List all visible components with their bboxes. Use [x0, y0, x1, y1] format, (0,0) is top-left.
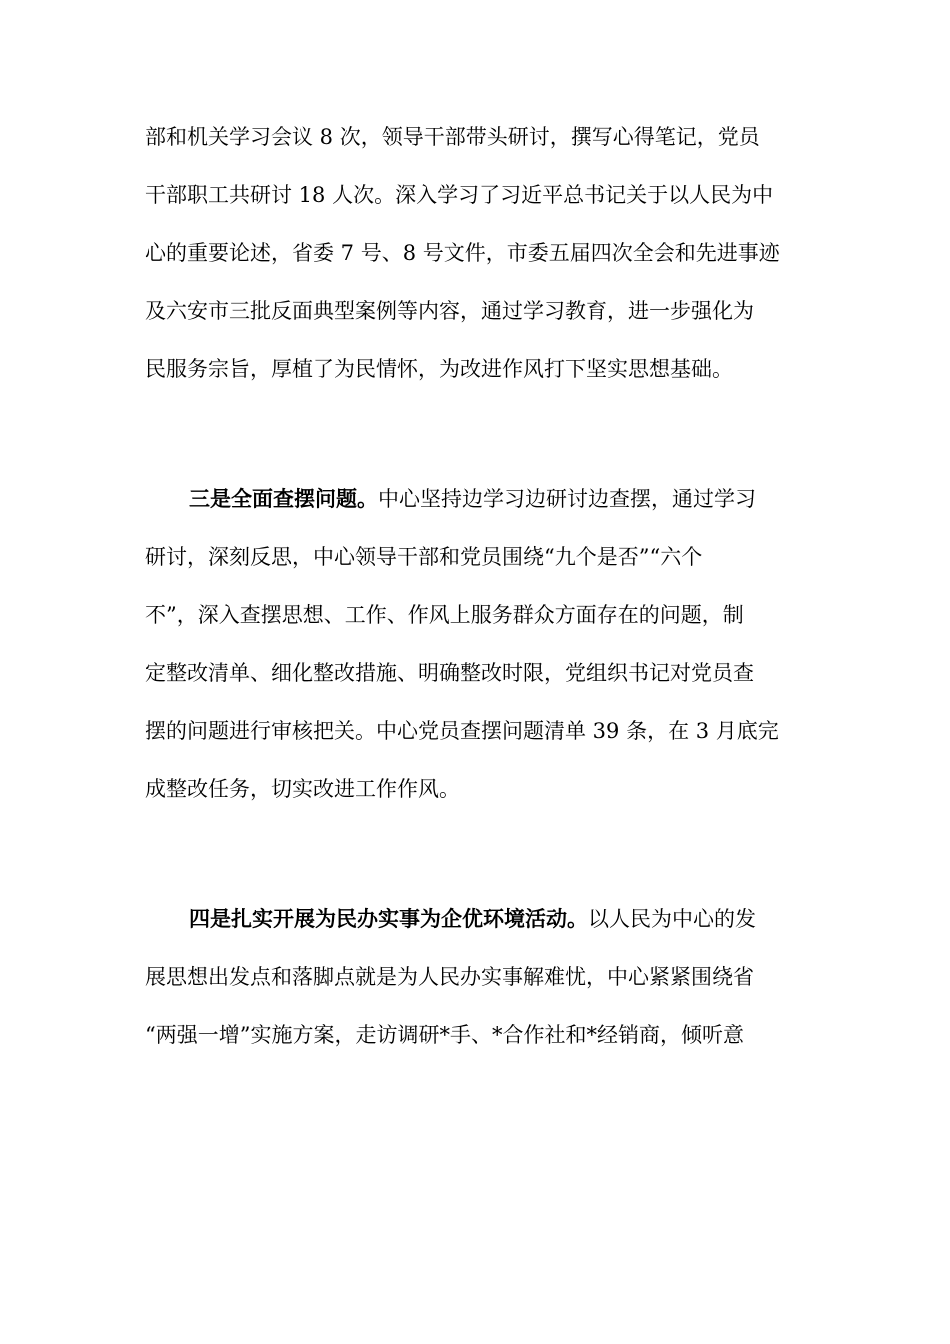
text-line: 民服务宗旨，厚植了为民情怀，为改进作风打下坚实思想基础。 — [145, 357, 733, 381]
paragraph-study-summary — [145, 124, 810, 414]
text-line: “两强一增”实施方案，走访调研*手、*合作社和*经销商，倾听意 — [145, 1023, 744, 1047]
paragraph-heading: 四是扎实开展为民办实事为企优环境活动。 — [189, 906, 588, 931]
text-line: 展思想出发点和落脚点就是为人民办实事解难忧，中心紧紧围绕省 — [145, 965, 754, 989]
paragraph-problem-review — [145, 486, 810, 834]
text-line: 摆的问题进行审核把关。中心党员查摆问题清单 39 条，在 3 月底完 — [145, 719, 779, 743]
text-line: 心的重要论述，省委 7 号、8 号文件，市委五届四次全会和先进事迹 — [145, 241, 780, 265]
text-line: 干部职工共研讨 18 人次。深入学习了习近平总书记关于以人民为中 — [145, 183, 774, 207]
text-line — [145, 906, 810, 964]
text-line: 不”，深入查摆思想、工作、作风上服务群众方面存在的问题，制 — [145, 603, 744, 627]
paragraph-text: 以人民为中心的发 — [588, 907, 756, 931]
text-line: 成整改任务，切实改进工作作风。 — [145, 777, 460, 801]
paragraph-practical-matters — [145, 906, 810, 1080]
paragraph-heading: 三是全面查摆问题。 — [189, 486, 378, 511]
text-line: 定整改清单、细化整改措施、明确整改时限，党组织书记对党员查 — [145, 661, 754, 685]
document-body — [145, 124, 810, 1080]
text-line: 研讨，深刻反思，中心领导干部和党员围绕“九个是否”“六个 — [145, 545, 703, 569]
paragraph-text: 中心坚持边学习边研讨边查摆，通过学习 — [378, 487, 756, 511]
paragraph-spacer — [145, 414, 810, 486]
text-line: 部和机关学习会议 8 次，领导干部带头研讨，撰写心得笔记，党员 — [145, 125, 760, 149]
paragraph-spacer — [145, 834, 810, 906]
text-line — [145, 486, 810, 544]
text-line: 及六安市三批反面典型案例等内容，通过学习教育，进一步强化为 — [145, 299, 754, 323]
